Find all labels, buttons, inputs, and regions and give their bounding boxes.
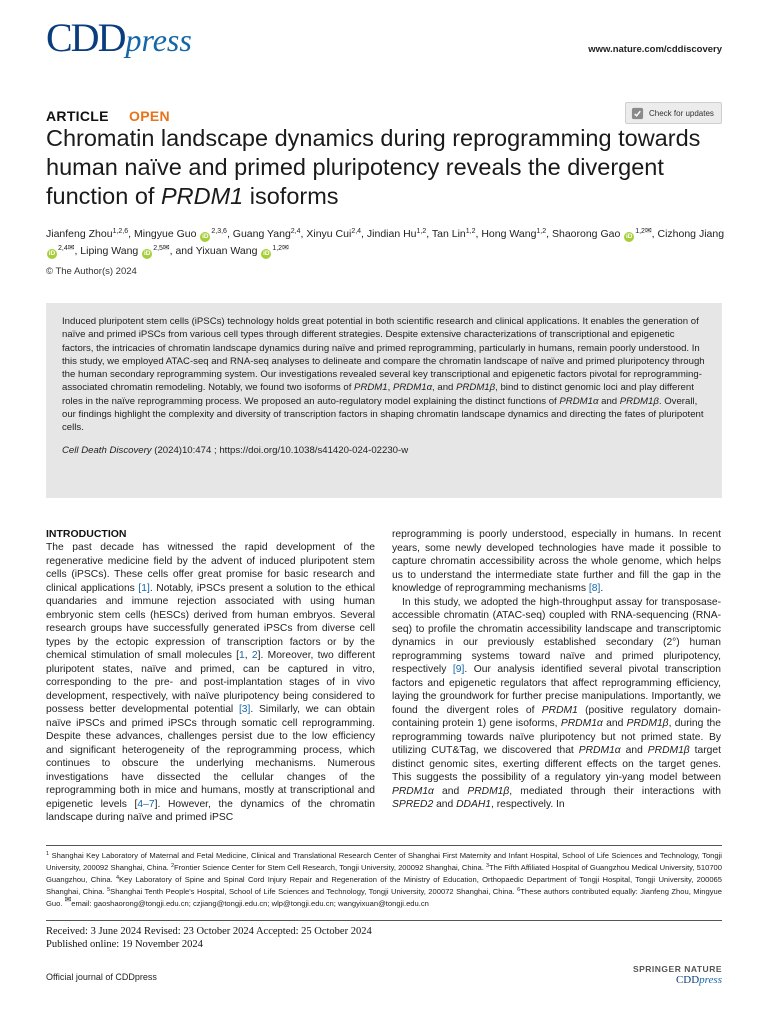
orcid-icon[interactable]: iD (625, 233, 633, 240)
author-name[interactable]: Xinyu Cui (306, 228, 352, 240)
check-updates-icon (631, 107, 644, 120)
cddpress-wordmark: CDDpress (675, 974, 722, 986)
author-name[interactable]: Tan Lin (431, 228, 466, 240)
author-affiliation-marker: 2,4 (290, 228, 301, 235)
author-name[interactable]: Cizhong Jiang (657, 228, 725, 240)
author-name[interactable]: Yixuan Wang (195, 245, 258, 257)
author-list: Jianfeng Zhou$^{1,2,6}$, Mingyue Guo iD$^{2,3,6}$, Guang Yang$^{2,4}$, Xinyu Cui$^{2,4}$, Jindian Hu$^{1,2}$, Tan Lin$^{1,2}$, Hong Wang$^{1,2}$, Shaorong Gao $iD^{1,2✉}$, Cizhong Jiang $iD^{2,4✉}$, Liping Wang $iD^{2,5✉}$, and Yixuan Wang $iD^{1,2✉}$ (46, 226, 725, 257)
author-affiliation-marker: 2,3,6 (211, 228, 227, 235)
orcid-icon[interactable]: iD (263, 250, 270, 257)
abstract-text: Induced pluripotent stem cells (iPSCs) technology holds great potential in both scientific research and clinical applications. It enables the generation of naïve and primed iPSCs from various cell types through different strategies. Despite extensive characterizations of transcriptional and epigenetic factors, the intricacies of chromatin landscape dynamics during naïve and primed reprogramming, particularly in humans, remain poorly understood. In this study, we employed ATAC-seq and RNA-seq analyses to delineate and compare the chromatin landscape of naïve and primed pluripotency through the human secondary reprogramming system. Our investigations revealed several key transcriptional and epigenetic factors pivotal for reprogramming-associated chromatin remodeling. Notably, we found two isoforms of PRDM1, PRDM1α, and PRDM1β, bind to distinct genomic loci and play different roles in the naïve reprogramming process. We proposed an auto-regulatory model explaining the distinct functions of PRDM1α and PRDM1β. Overall, our findings highlight the complexity and diversity of transcription factors in shaping chromatin landscape dynamics and directing the fates of pluripotent cells. (62, 316, 705, 434)
author-name[interactable]: Jindian Hu (366, 228, 417, 240)
logo-sub: press (125, 22, 192, 58)
published-online: Published online: 19 November 2024 (46, 939, 203, 950)
author-name[interactable]: Jianfeng Zhou (46, 228, 113, 240)
body-paragraph: The past decade has witnessed the rapid development of the regenerative medicine field by the advent of induced pluripotent stem cells (iPSCs). These cells offer great promise for basic research and clinical applications [1]. Notably, iPSCs present a solution to the ethical quandaries and immune rejection associated with using human embryonic stem cells (hESCs) derived from human embryos. Several research groups have successfully generated iPSCs from diverse cell types by the ectopic expression of transcription factors or by the chemical stimulation of small molecules [1, 2]. Moreover, two different pluripotent states, naïve and primed, can be captured in vitro, corresponding to the pre- and post-implantation stages of in vivo development, respectively, with naïve pluripotency being considered to possess better developmental potential [3]. Similarly, we can obtain naïve iPSCs and primed iPSCs through somatic cell reprogramming. Despite these advances, challenges persist due to the low efficiency and significant heterogeneity of the reprogramming process, which continues to obscure the underlying mechanisms. Numerous investigations have dissected the cellular changes of the reprogramming both in mice and humans, mostly at transcriptional and epigenetic levels [4–7]. However, the dynamics of the chromatin landscape during naïve and primed iPSC (46, 542, 375, 823)
reference-link[interactable]: [9] (452, 664, 465, 675)
author-conjunction: and (175, 245, 193, 257)
citation-line (62, 444, 706, 457)
site-url-link[interactable]: www.nature.com/cddiscovery (588, 44, 722, 55)
author-affiliation-marker: 1,2 (272, 245, 283, 252)
journal-logo[interactable] (46, 14, 192, 62)
affiliations-footnote: $^1$ Shanghai Key Laboratory of Maternal and Fetal Medicine, Clinical and Translational Research Center of Shanghai First Maternity and Infant Hospital, School of Life Sciences and Technology, Tongji University, 200092 Shanghai, China. $^2$Frontier Science Center for Stem Cell Research, Tongji University, 200092 Shanghai, China. $^3$The Fifth Affiliated Hospital of Guangzhou Medical University, 510700 Guangzhou, China. $^4$Key Laboratory of Spine and Spinal Cord Injury Repair and Regeneration of the Ministry of Education, Orthopaedic Department of Tongji Hospital, Tongji University, 200065 Shanghai, China. $^5$Shanghai Tenth People's Hospital, School of Life Sciences and Technology, Tongji University, 200072 Shanghai, China. $^6$These authors contributed equally: Jianfeng Zhou, Mingyue Guo. ✉email: gaoshaorong@tongji.edu.cn; czjiang@tongji.edu.cn; wlp@tongji.edu.cn; wangyixuan@tongji.edu.cn (46, 851, 722, 908)
corresponding-author-icon[interactable]: ✉ (67, 243, 75, 252)
orcid-icon[interactable]: iD (202, 233, 209, 240)
orcid-icon[interactable]: iD (48, 250, 56, 257)
author-affiliation-marker: 2,5 (153, 245, 163, 252)
orcid-icon[interactable]: iD (143, 250, 151, 257)
abstract-box (46, 303, 722, 498)
article-title: Chromatin landscape dynamics during reprogramming towards human naïve and primed pluripotency reveals the divergent function of PRDM1 isoforms (46, 125, 701, 209)
author-affiliation-marker: 1,2,6 (112, 228, 129, 235)
publisher-logo (633, 964, 722, 986)
footer-journal-note: Official journal of CDDpress (46, 972, 157, 982)
author-affiliation-marker: 2,4 (351, 228, 362, 235)
author-name[interactable]: Mingyue Guo (133, 228, 197, 240)
corresponding-author-icon[interactable]: ✉ (162, 243, 170, 252)
corresponding-author-icon[interactable]: ✉ (644, 226, 652, 235)
received-revised-accepted: Received: 3 June 2024 Revised: 23 October 2024 Accepted: 25 October 2024 (46, 926, 372, 937)
article-type-label: ARTICLE (46, 108, 109, 124)
author-affiliation-marker: 1,2 (635, 228, 645, 235)
journal-name: Cell Death Discovery (62, 444, 152, 456)
reference-link[interactable]: [3] (238, 704, 251, 715)
body-column-left (46, 528, 375, 825)
logo-main: CDD (46, 15, 125, 60)
reference-link[interactable]: 2 (251, 650, 258, 661)
author-name[interactable]: Shaorong Gao (551, 228, 621, 240)
springer-nature-wordmark: SPRINGER NATURE (632, 964, 722, 974)
open-access-label: OPEN (129, 108, 170, 124)
footnote-divider (46, 845, 722, 846)
section-heading-introduction: INTRODUCTION (46, 528, 127, 540)
reference-link[interactable]: [1] (138, 582, 150, 594)
reference-link[interactable]: 1 (239, 650, 245, 661)
body-column-right (392, 528, 721, 812)
corresponding-author-icon[interactable]: ✉ (282, 243, 289, 252)
author-emails[interactable]: email: gaoshaorong@tongji.edu.cn; czjiang@tongji.edu.cn; wlp@tongji.edu.cn; wangyixuan@tongji.edu.cn (71, 899, 429, 908)
page-header (46, 14, 722, 64)
reference-link[interactable]: 4–7 (137, 798, 155, 810)
author-name[interactable]: Hong Wang (481, 228, 537, 240)
dates-divider (46, 920, 722, 921)
email-icon: ✉ (64, 895, 72, 904)
author-affiliation-marker: 2,4 (58, 245, 68, 252)
publication-dates (46, 925, 372, 951)
author-affiliation-marker: 1,2 (416, 228, 427, 235)
author-affiliation-marker: 1,2 (536, 228, 547, 235)
reference-link[interactable]: [8] (588, 583, 601, 594)
author-affiliation-marker: 1,2 (465, 228, 476, 235)
check-updates-label: Check for updates (649, 108, 714, 118)
body-paragraph: reprogramming is poorly understood, especially in humans. In recent years, some newly developed technologies have made it possible to capture chromatin accessibility across the whole genome, which helps us to understand the intermediate state further and fill the gap in the knowledge of reprogramming mechanisms [8]. (392, 529, 721, 594)
copyright-notice: © The Author(s) 2024 (46, 266, 137, 277)
author-name[interactable]: Guang Yang (232, 228, 291, 240)
body-paragraph: In this study, we adopted the high-throughput assay for transposase-accessible chromatin (ATAC-seq) coupled with RNA-sequencing (RNA-seq) to profile the chromatin accessibility landscape and transcriptomic dynamics in our previously established secondary (2°) human reprogramming systems toward naïve and primed pluripotency, respectively [9]. Our analysis identified several pivotal transcription factors and epigenetic regulators that affect reprogramming efficiency, laying the groundwork for further precise manipulations. Importantly, we found the divergent roles of PRDM1 (positive regulatory domain-containing protein 1) gene isoforms, PRDM1α and PRDM1β, during the reprogramming towards naïve pluripotency but not primed state. By utilizing CUT&Tag, we discovered that PRDM1α and PRDM1β target distinct genomic sites, exerting different effects on the target genes. This suggests the possibility of a regulatory yin-yang model between PRDM1α and PRDM1β, mediated through their interactions with SPRED2 and DDAH1, respectively. In (392, 596, 722, 810)
author-name[interactable]: Liping Wang (80, 245, 139, 257)
doi-link[interactable]: (2024)10:474 ; https://doi.org/10.1038/s41420-024-02230-w (151, 444, 409, 456)
check-for-updates-button[interactable] (625, 102, 722, 124)
